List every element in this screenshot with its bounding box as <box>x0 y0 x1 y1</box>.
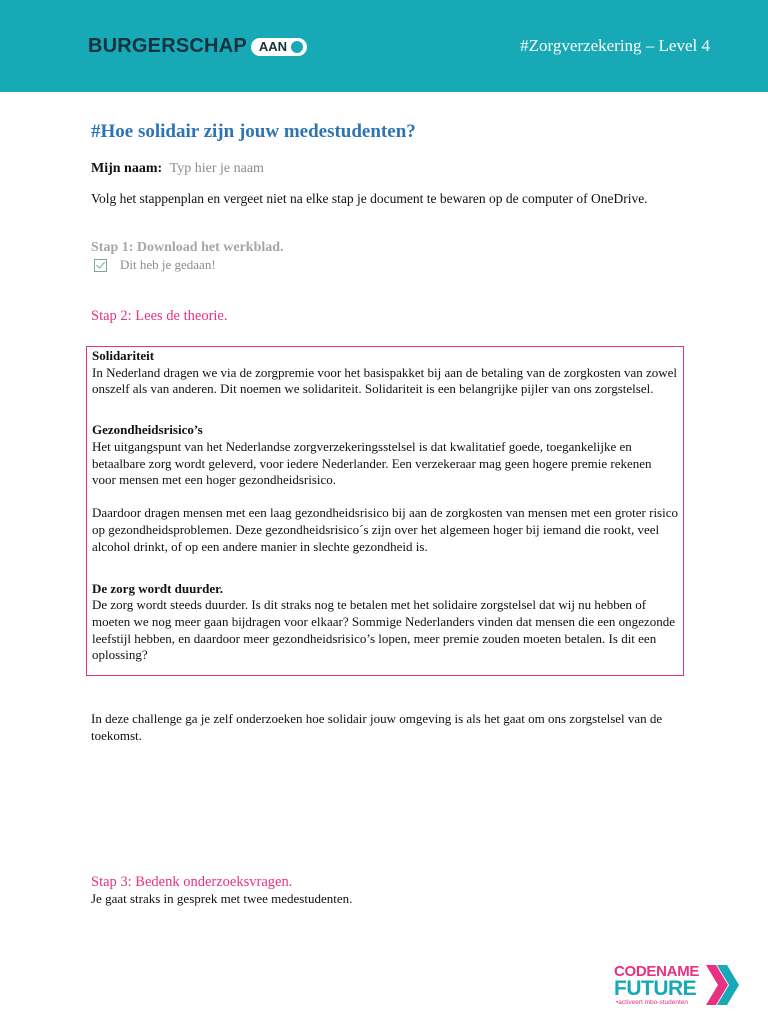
toggle-dot-icon <box>291 41 303 53</box>
section-heading-zorg-duurder: De zorg wordt duurder. <box>92 580 223 596</box>
logo-line-future: FUTURE <box>614 977 697 1000</box>
section-heading-solidariteit: Solidariteit <box>92 348 155 363</box>
level-tag: #Zorgverzekering – Level 4 <box>520 36 710 55</box>
logo-tagline: •activeert mbo-studenten <box>616 999 689 1006</box>
step1-heading: Stap 1: Download het werkblad. <box>91 240 284 255</box>
section-paragraph: Het uitgangspunt van het Nederlandse zorgverzekeringsstelsel is dat kwalitatief goede, toegankelijke en betaalbare zorg wordt geleverd, voor iedere Nederlander. Een verzekeraar mag geen hogere premie rekenen voor mensen met een hoger gezondheidsrisico. <box>92 438 652 488</box>
name-label: Mijn naam: <box>91 161 163 176</box>
section-paragraph: Daardoor dragen mensen met een laag gezondheidsrisico bij aan de zorgkosten van mensen met een groter risico op gezondheidsproblemen. Deze gezondheidsrisico´s zijn over het algemeen hoger bij iemand die rookt, veel alcohol drinkt, of op een andere manier in slechte gezondheid is. <box>92 505 678 554</box>
checkbox-checked-icon[interactable] <box>94 259 107 272</box>
burgerschap-logo <box>88 35 307 58</box>
chevron-arrows-icon <box>706 965 740 1005</box>
logo-line-codename: CODENAME <box>614 963 700 980</box>
checkbox-label: Dit heb je gedaan! <box>120 257 216 272</box>
outro-text: In deze challenge ga je zelf onderzoeken hoe solidair jouw omgeving is als het gaat om ons zorgstelsel van de toekomst. <box>91 711 663 743</box>
brand-badge-label: AAN <box>258 39 288 54</box>
section-heading-gezondheidsrisicos: Gezondheidsrisico’s <box>92 422 203 438</box>
codename-future-logo <box>614 963 744 1009</box>
brand-name: BURGERSCHAP <box>88 35 247 57</box>
step3-text: Je gaat straks in gesprek met twee medestudenten. <box>91 891 353 906</box>
name-input-field[interactable]: Typ hier je naam <box>169 161 264 176</box>
page-header <box>0 0 768 92</box>
step2-heading: Stap 2: Lees de theorie. <box>91 308 228 324</box>
section-paragraph: De zorg wordt steeds duurder. Is dit straks nog te betalen met het solidaire zorgstelsel dat wij nu hebben of moeten we nog meer gaan bijdragen voor elkaar? Sommige Nederlanders vinden dat mensen die een ongezonde leefstijl hebben, en daardoor meer gezondheidsrisico’s lopen, meer premie zouden moeten betalen. Is dit een oplossing? <box>92 597 675 663</box>
page-title: #Hoe solidair zijn jouw medestudenten? <box>91 121 416 142</box>
name-row <box>91 161 264 177</box>
theory-box <box>86 346 684 676</box>
brand-badge <box>251 38 307 56</box>
intro-text: Volg het stappenplan en vergeet niet na elke stap je document te bewaren op de computer of OneDrive. <box>91 191 648 206</box>
step1-checkbox-row[interactable] <box>94 257 216 273</box>
step3-heading: Stap 3: Bedenk onderzoeksvragen. <box>91 874 293 890</box>
section-paragraph: In Nederland dragen we via de zorgpremie voor het basispakket bij aan de betaling van de zorgkosten van zowel onszelf als van anderen. Dit noemen we solidariteit. Solidariteit is een belangrijke pijler van ons zorgstelsel. <box>92 364 678 397</box>
